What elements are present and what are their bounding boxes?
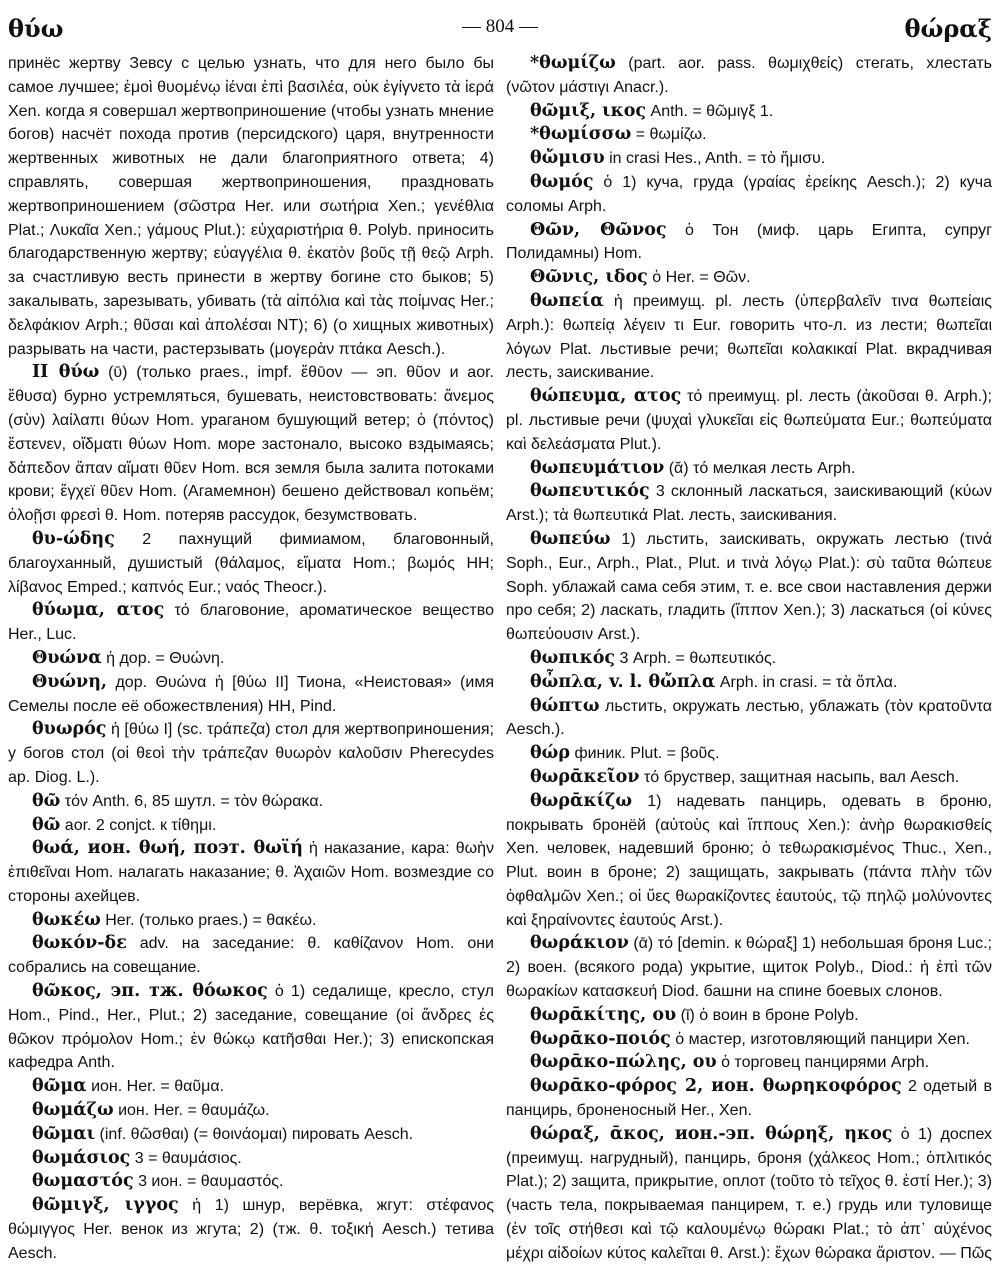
entry-definition: ὁ 1) доспех (преимущ. нагрудный), панцирь, броня (χάλκεος Hom.; ὁπλιτικός Plat.); 2) защита, прикрытие, оплот (τοῦτο τὸ τεῖχος θ. ἐστί Her.); 3) (часть тела, покрываемая панцирем, т. е.) грудь или туловище (ἐν τοῖς στήθεσι καὶ τῷ καλουμένῳ θώρακι Plat.; τὸ ἀπ᾽ αὐχένος μέχρι αἰδοίων κύτος καλεῖται θ. Arst.): ἔχων θώρακα ἄριστον. — Πῶς [506, 1125, 992, 1262]
entry-headword: Θῶνις, ιδος [530, 267, 648, 288]
dictionary-entry [8, 1147, 494, 1171]
page-header [8, 14, 992, 48]
entry-headword: θωμαστός [32, 1171, 134, 1192]
entry-headword: θώρ [530, 743, 570, 764]
entry-definition: 1) надевать панцирь, одевать в броню, покрывать бронёй (αὐτοὺς καὶ ἵππους Xen.): ἀνὴρ θωρακισθείς Xen. человек, надевший броню; ὁ τεθωρακισμένος Thuc., Xen., Plut. воин в броне; 2) защищать, закрывать (πάντα πλὴν τῶν ὀφθαλμῶν Xen.; οἱ ὕες θωρακίζοντες ἑαυτούς, τῷ πηλῷ μολύνοντες καὶ ξηραίνοντες ἑαυτούς Arst.). [506, 792, 992, 929]
dictionary-entry [8, 790, 494, 814]
dictionary-entry [506, 766, 992, 790]
entry-definition: (ᾱ) τό [demin. к θώραξ] 1) небольшая броня Luc.; 2) воен. (всякого рода) укрытие, щиток Polyb., Diod.: ἡ ἐπὶ τῶν θωρακίων κατασκευή Diod. башни на спине боевых слонов. [506, 935, 992, 1001]
dictionary-entry [8, 1099, 494, 1123]
entry-definition: ἡ наказание, кара: θωὴν ἐπιθεῖναι Hom. налагать наказание; θ. Ἀχαιῶν Hom. возмездие со стороны ахейцев. [8, 840, 494, 905]
dictionary-entry [506, 52, 992, 100]
entry-headword: θωπεύω [530, 528, 611, 549]
entry-headword: II θύω [32, 362, 100, 383]
dictionary-entry [8, 837, 494, 908]
entry-definition: = θωμίζω. [635, 126, 707, 144]
entry-definition: 3 Arph. = θωπευτικός. [619, 649, 777, 667]
dictionary-entry [506, 695, 992, 743]
dictionary-entry [506, 1028, 992, 1052]
dictionary-entry [506, 219, 992, 267]
dictionary-entry [8, 599, 494, 647]
entry-headword: θῶ [32, 814, 61, 835]
entry-headword: θῶ [32, 790, 61, 811]
entry-definition: 3 = θαυμάσιος. [134, 1149, 242, 1167]
dictionary-entry [8, 528, 494, 599]
dictionary-entry [8, 980, 494, 1075]
entry-definition: ὁ Тон (миф. царь Египта, супруг Полидамны) Hom. [506, 221, 992, 263]
entry-definition: 3 ион. = θαυμαστός. [138, 1173, 284, 1191]
entry-definition: in crasi Hes., Anth. = τὸ ἥμισυ. [609, 150, 826, 168]
dictionary-entry [8, 1170, 494, 1194]
entry-definition: τόν Anth. 6, 85 шутл. = τὸν θώρακα. [64, 792, 324, 810]
entry-headword: θωρᾱκο-φόρος 2, ион. θωρηκοφόρος [530, 1076, 902, 1097]
entry-headword: θῶκος, эп. тж. θόωκος [32, 981, 268, 1002]
dictionary-entry [8, 361, 494, 528]
dictionary-entry [8, 1123, 494, 1147]
entry-headword: θωπεία [530, 290, 604, 311]
dictionary-entry [8, 1194, 494, 1265]
entry-definition: ὁ 1) седалище, кресло, стул Hom., Pind., Her., Plut.; 2) заседание, совещание (οἱ ἄνδρες ἐς θῶκον πρόμολον Hom.; ἐν θώκῳ κατῆσθαι Her.); 3) епископская кафедра Anth. [8, 983, 494, 1072]
entry-headword: θωπευμάτιον [530, 457, 665, 478]
dictionary-entry [506, 671, 992, 695]
dictionary-entry [506, 290, 992, 385]
entry-headword: θυωρός [32, 719, 107, 740]
left-running-headword: θύω [8, 14, 64, 43]
entry-headword: θώπευμα, ατος [530, 386, 682, 407]
entry-headword: θωρᾱκο-ποιός [530, 1028, 671, 1049]
entry-definition: ἡ 1) шнур, верёвка, жгут: στέφανος θώμιγγος Her. венок из жгута; 2) (тж. θ. τοξική Aesch.) тетива Aesch. [8, 1197, 494, 1262]
dictionary-entry [8, 718, 494, 789]
dictionary-entry [506, 1075, 992, 1123]
entry-headword: θωπευτικός [530, 481, 650, 502]
entry-headword: Θυώνα [32, 647, 102, 668]
dictionary-entry [506, 742, 992, 766]
entry-headword: θυ-ώδης [32, 528, 115, 549]
entry-definition: τό бруствер, защитная насыпь, вал Aesch. [643, 768, 960, 786]
entry-headword: θῶμιγξ, ιγγος [32, 1195, 179, 1216]
dictionary-entry [8, 932, 494, 980]
entry-definition: Her. (только praes.) = θακέω. [105, 911, 317, 929]
dictionary-entry [506, 480, 992, 528]
dictionary-entry [506, 457, 992, 481]
entry-headword: θωπικός [530, 647, 616, 668]
dictionary-entry [506, 932, 992, 1003]
entry-headword: *θωμίσσω [530, 124, 632, 145]
dictionary-entry [8, 1075, 494, 1099]
entry-headword: θῶμαι [32, 1123, 96, 1144]
entry-headword: θωκέω [32, 909, 101, 930]
entry-headword: Θῶν, Θῶνος [530, 219, 667, 240]
entry-definition: принёс жертву Зевсу с целью узнать, что для него было бы самое лучшее; ἐμοὶ θυομένῳ ἰέναι ἐπὶ βασιλέα, οὐκ ἐγίγνετο τὰ ἱερά Xen. когда я совершал жертвоприношение (чтобы узнать мнение богов) насчёт похода против (персидского) царя, внутренности жертвенных животных не дали благоприятного ответа; 4) справлять, совершая жертвоприношения, праздновать жертвоприношением (σῶστρα Her. или σωτήρια Xen.; γενέθλια Plat.; Λυκαῖα Xen.; γάμους Plut.): εὐχαριστήρια θ. Polyb. приносить благодарственную жертву; εὐαγγέλια θ. ἑκατὸν βοῦς τῇ θεῷ Arph. за счастливую весть принести в жертву богине сто быков; 5) закалывать, зарезывать, убивать (τὰ αἰπόλια καὶ τὰς ποίμνας Her.; δελφάκιον Arph.; θῦσαι καὶ ἀπολέσαι NT); 6) (о хищных животных) разрывать на части, растерзывать (μογερὰν πτάκα Aesch.). [8, 55, 494, 358]
entry-headword: θωμάζω [32, 1100, 114, 1121]
entry-definition: ὁ 1) куча, груда (γραίας ἐρείκης Aesch.); 2) куча соломы Arph. [506, 173, 992, 215]
dictionary-entry [506, 647, 992, 671]
dictionary-entry [506, 147, 992, 171]
entry-definition: 1) льстить, заискивать, окружать лестью (τινά Soph., Eur., Arph., Plat., Plut. и τινὰ λόγῳ Plat.): σὺ ταῦτα θώπευε Soph. ублажай сама себя этим, т. е. все свои наставления держи про себя; 2) ласкать, гладить (ἵππον Xen.); 3) ласкаться (οἱ κύνες θωπεύουσιν Arst.). [506, 530, 992, 644]
entry-definition: ἡ преимущ. pl. лесть (ὑπερβαλεῖν τινα θωπείαις Arph.): θωπείᾳ λέγειν τι Eur. говорить что-л. из лести; θωπεῖαι λόγων Plat. льстивые речи; θωπεῖαι κολακικαί Plat. вкрадчивая лесть, заискивание. [506, 292, 992, 382]
entry-headword: θὦπλα, v. l. θὤπλα [530, 671, 716, 692]
entry-headword: *θωμίζω [530, 53, 616, 73]
entry-headword: θωκόν-δε [32, 933, 127, 954]
dictionary-entry [8, 671, 494, 719]
entry-definition: ὁ Her. = Θῶν. [652, 269, 751, 287]
entry-definition: adv. на заседание: θ. καθίζανον Hom. они собрались на совещание. [8, 935, 494, 977]
entry-headword: θωμός [530, 171, 594, 192]
entry-headword: θώπτω [530, 695, 600, 716]
entry-headword: θῶμα [32, 1076, 87, 1097]
entry-definition: льстить, окружать лестью, ублажать (τὸν κρατοῦντα Aesch.). [506, 697, 992, 739]
dictionary-entry [506, 171, 992, 219]
entry-definition: финик. Plut. = βοῦς. [574, 745, 720, 763]
entry-definition: (ῑ) ὁ воин в броне Polyb. [680, 1006, 859, 1024]
entry-headword: θὤμισυ [530, 148, 605, 169]
entry-definition: aor. 2 conjct. к τίθημι. [64, 816, 217, 834]
entry-definition: 2 одетый в панцирь, броненосный Her., Xen. [506, 1078, 992, 1120]
entry-definition: дор. Θυώνα ἡ [θύω II] Тиона, «Неистовая» (имя Семелы после её обожествления) HH, Pind. [8, 673, 494, 715]
entry-definition: ион. Her. = θαῦμα. [91, 1078, 225, 1096]
dictionary-entry [506, 266, 992, 290]
dictionary-entry [8, 52, 494, 361]
entry-definition: (inf. θῶσθαι) (= θοινάομαι) пировать Aesch. [99, 1125, 414, 1143]
dictionary-entry [506, 100, 992, 124]
entry-headword: θωρᾱκο-πώλης, ου [530, 1052, 717, 1073]
dictionary-entry [8, 647, 494, 671]
right-column [506, 52, 992, 1278]
entry-definition: (part. aor. pass. θωμιχθείς) стегать, хлестать (νῶτον μάστιγι Anacr.). [506, 55, 992, 96]
entry-definition: Anth. = θῶμιγξ 1. [650, 102, 774, 120]
dictionary-entry [506, 1004, 992, 1028]
entry-headword: θώραξ, ᾱκος, ион.-эп. θώρηξ, ηκος [530, 1123, 893, 1144]
entry-headword: θωρᾱκίζω [530, 790, 633, 811]
entry-definition: ὁ мастер, изготовляющий панцири Xen. [675, 1030, 970, 1048]
dictionary-entry [506, 528, 992, 647]
dictionary-entry [506, 1051, 992, 1075]
entry-definition: (ῡ) (только praes., impf. ἔθῡον — эп. θῦον и aor. ἔθυσα) бурно устремляться, бушевать, неистовствовать: ἄνεμος (σὺν) λαίλαπι θύων Hom. ураганом бушующий ветер; ὁ (πόντος) ἔστενεν, οἴδματι θύων Hom. море застонало, высоко вздымаясь; δάπεδον ἅπαν αἵματι θῦεν Hom. вся земля была залита потоками крови; ἔγχεϊ θῦεν Hom. (Агамемнон) бешено действовал копьём; ὀλοῇσι φρεσὶ θ. Hom. потеряв рассудок, безумствовать. [8, 364, 494, 525]
entry-definition: τό преимущ. pl. лесть (ἀκοῦσαι θ. Arph.); pl. льстивые речи (ψυχαὶ γλυκεῖαι εἰς θωπεύματα Eur.; θωπεύματα καὶ δελεάσματα Plut.). [506, 388, 992, 453]
entry-headword: θωμάσιος [32, 1147, 131, 1168]
entry-definition: 2 пахнущий фимиамом, благовонный, благоуханный, душистый (θάλαμος, εἵματα Hom.; βωμός HH; λίβανος Emped.; καπνός Eur.; ναός Theocr.). [8, 530, 494, 596]
entry-definition: ион. Her. = θαυμάζω. [118, 1102, 270, 1120]
dictionary-entry [8, 909, 494, 933]
dictionary-entry [506, 1123, 992, 1266]
dictionary-entry [506, 790, 992, 933]
dictionary-entry [506, 385, 992, 456]
entry-definition: Arph. in crasi. = τὰ ὅπλα. [719, 673, 898, 691]
page-number: — 804 — [462, 16, 538, 37]
left-column [8, 52, 494, 1278]
entry-definition: (ᾰ) τό мелкая лесть Arph. [668, 459, 856, 477]
entry-definition: τό благовоние, ароматическое вещество Her., Luc. [8, 602, 494, 644]
dictionary-entry [8, 814, 494, 838]
entry-headword: Θυώνη, [32, 671, 108, 692]
entry-headword: θωρᾱκεῖον [530, 766, 640, 787]
entry-headword: θωράκιον [530, 933, 629, 954]
entry-definition: ἡ дор. = Θυώνη. [106, 649, 225, 667]
entry-definition: ὁ торговец панцирями Arph. [721, 1054, 930, 1072]
right-running-headword: θώραξ [904, 14, 992, 43]
entry-definition: 3 склонный ласкаться, заискивающий (κύων Arst.); τὰ θωπευτικά Plat. лесть, заискивания. [506, 483, 992, 525]
entry-headword: θῶμιξ, ικος [530, 100, 647, 121]
entry-headword: θύωμα, ατος [32, 600, 165, 621]
entry-headword: θωά, ион. θωή, поэт. θωϊή [32, 838, 303, 859]
entry-headword: θωρᾱκίτης, ου [530, 1004, 677, 1025]
entry-definition: ἡ [θύω I] (sc. τράπεζα) стол для жертвоприношения; у богов стол (οἱ θεοὶ τὴν τράπεζαν θυωρὸν καλοῦσιν Pherecydes ap. Diog. L.). [8, 721, 494, 786]
dictionary-entry [506, 123, 992, 147]
